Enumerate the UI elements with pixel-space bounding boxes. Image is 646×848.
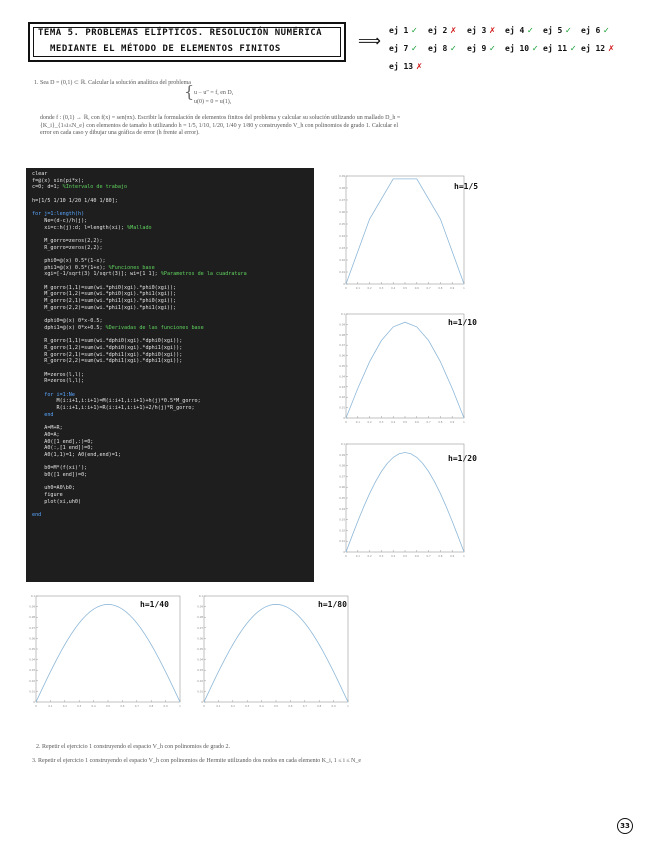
solution-plot [194, 588, 354, 714]
code-line: A0([1 end],:)=0; [32, 438, 94, 445]
checklist-label: ej 9 [467, 44, 487, 53]
x-tick-label: 0.9 [331, 705, 336, 708]
series-line [346, 179, 464, 284]
code-comment: %Intervalo de trabajo [62, 184, 128, 191]
y-tick-label: 0.05 [339, 223, 345, 226]
x-tick-label: 0.5 [402, 555, 408, 558]
code-line [32, 459, 308, 466]
code-line: plot(xi,uh0) [32, 498, 82, 505]
code-line: clear [32, 171, 48, 177]
solution-plot [26, 588, 186, 714]
x-tick-label: 0.2 [367, 555, 372, 558]
code-line: A0=A; [32, 431, 60, 438]
x-tick-label: 0.6 [414, 555, 419, 558]
x-tick-label: 0.1 [216, 705, 221, 708]
y-tick-label: 0.08 [197, 616, 203, 620]
y-tick-label: 0.07 [197, 626, 203, 630]
series-line [346, 322, 464, 418]
checklist-label: ej 4 [505, 26, 525, 35]
title-line-1: TEMA 5. PROBLEMAS ELÍPTICOS. RESOLUCIÓN NUMÉRICA [38, 28, 323, 38]
x-tick-label: 0.7 [302, 705, 307, 708]
code-comment: %Derivadas de las funciones base [105, 324, 204, 331]
code-line [32, 505, 308, 512]
y-tick-label: 0.06 [29, 637, 35, 641]
code-comment: %Funciones base [108, 264, 155, 271]
solution-plot [336, 168, 479, 296]
y-tick-label: 0.1 [340, 313, 345, 316]
checklist-item [505, 26, 534, 35]
x-tick-label: 0.7 [426, 555, 431, 558]
checklist-item [581, 44, 615, 53]
code-line: M_gorro(1,2)=sum(wi.*phi0(xgi).*phi1(xgi)); [32, 291, 177, 298]
x-tick-label: 0.9 [163, 705, 168, 708]
x-tick-label: 0.7 [134, 705, 139, 708]
x-tick-label: 1 [463, 287, 465, 290]
y-tick-label: 0.04 [339, 375, 345, 379]
code-line: f=@(x) sin(pi*x); [32, 177, 85, 184]
x-tick-label: 0.1 [355, 287, 360, 290]
code-line: A=M+R; [32, 425, 63, 432]
checklist-item [505, 44, 539, 53]
checklist-label: ej 6 [581, 26, 601, 35]
x-tick-label: 0.2 [367, 421, 372, 424]
y-tick-label: 0 [343, 283, 345, 286]
cross-icon: ✗ [486, 26, 496, 35]
code-panel [26, 168, 314, 582]
code-line: dphi1=@(x) 0*x+0.5; %Derivadas de las funciones base [32, 324, 204, 331]
x-tick-label: 0.1 [48, 705, 53, 708]
x-tick-label: 0 [345, 421, 347, 424]
checklist-item [428, 26, 457, 35]
check-icon: ✓ [408, 44, 418, 53]
y-tick-label: 0 [343, 551, 345, 554]
x-tick-label: 0.3 [379, 555, 384, 558]
x-tick-label: 0 [345, 287, 347, 290]
x-tick-label: 0.6 [120, 705, 125, 708]
y-tick-label: 0.09 [339, 175, 345, 178]
page-number: 33 [617, 818, 633, 834]
y-tick-label: 0.04 [339, 235, 345, 238]
x-tick-label: 0.9 [450, 287, 455, 290]
cross-icon: ✗ [605, 44, 615, 53]
checklist-label: ej 2 [428, 26, 448, 35]
y-tick-label: 0.02 [339, 529, 345, 533]
x-tick-label: 0.4 [259, 705, 264, 708]
solution-plot [336, 436, 477, 564]
plot-h-label: h=1/10 [448, 318, 477, 327]
y-tick-label: 0.03 [197, 669, 203, 673]
plot-h-label: h=1/5 [454, 182, 479, 191]
code-line: R=zeros(l,l); [32, 378, 85, 385]
x-tick-label: 0.4 [391, 287, 396, 290]
checklist-item [428, 44, 457, 53]
check-icon: ✓ [529, 44, 539, 53]
y-tick-label: 0.06 [339, 211, 345, 214]
y-tick-label: 0.06 [339, 354, 345, 358]
x-tick-label: 0.6 [288, 705, 293, 708]
x-tick-label: 0 [345, 555, 347, 558]
code-line: R_gorro(2,2)=sum(wi.*dphi1(xgi).*dphi1(xgi)); [32, 358, 183, 365]
x-tick-label: 0.8 [438, 287, 443, 290]
y-tick-label: 0.03 [339, 247, 345, 250]
plot-frame [36, 596, 180, 702]
series-line [346, 453, 464, 552]
code-line: for j=1:length(h) [32, 211, 85, 218]
y-tick-label: 0.01 [339, 271, 345, 274]
plot-h-label: h=1/20 [448, 454, 477, 463]
y-tick-label: 0.07 [339, 475, 345, 479]
y-tick-label: 0.05 [197, 648, 203, 651]
code-line [32, 311, 308, 318]
code-line [32, 278, 308, 285]
y-tick-label: 0.1 [340, 443, 345, 446]
code-line: b0([1 end])=0; [32, 471, 88, 478]
code-line: dphi0=@(x) 0*x-0.5; [32, 318, 103, 325]
checklist-label: ej 8 [428, 44, 448, 53]
x-tick-label: 0.5 [402, 287, 408, 290]
checklist-label: ej 10 [505, 44, 530, 53]
code-line: phi0=@(x) 0.5*(1-x); [32, 257, 106, 264]
x-tick-label: 0 [203, 705, 205, 708]
plot-h-label: h=1/80 [318, 600, 347, 609]
x-tick-label: 0.3 [379, 287, 384, 290]
checklist-item [581, 26, 610, 35]
plot-svg [336, 168, 470, 296]
code-line: M_gorro(1,1)=sum(wi.*phi0(xgi).*phi0(xgi)); [32, 284, 177, 291]
x-tick-label: 0.5 [273, 705, 279, 708]
y-tick-label: 0.07 [339, 344, 345, 348]
checklist-label: ej 7 [389, 44, 409, 53]
y-tick-label: 0.05 [339, 365, 345, 368]
y-tick-label: 0.01 [339, 406, 345, 410]
check-icon: ✓ [447, 44, 457, 53]
y-tick-label: 0.1 [198, 595, 203, 598]
x-tick-label: 0.7 [426, 287, 431, 290]
code-line: end [32, 411, 54, 418]
x-tick-label: 0.3 [379, 421, 384, 424]
cross-icon: ✗ [413, 62, 423, 71]
checklist-label: ej 5 [543, 26, 563, 35]
checklist-label: ej 11 [543, 44, 568, 53]
y-tick-label: 0.05 [29, 648, 35, 651]
x-tick-label: 0.3 [77, 705, 82, 708]
code-line: A0(1,1)=1; A0(end,end)=1; [32, 451, 121, 458]
check-icon: ✓ [600, 26, 610, 35]
code-line [32, 365, 308, 372]
x-tick-label: 0.4 [391, 421, 396, 424]
x-tick-label: 0.4 [391, 555, 396, 558]
code-line [32, 251, 308, 258]
x-tick-label: 1 [463, 555, 465, 558]
code-line: c=0; d=1; %Intervalo de trabajo [32, 184, 128, 191]
x-tick-label: 1 [347, 705, 349, 708]
x-tick-label: 0.2 [62, 705, 67, 708]
checklist-label: ej 12 [581, 44, 606, 53]
x-tick-label: 0.6 [414, 287, 419, 290]
y-tick-label: 0.03 [339, 385, 345, 389]
code-line: R_gorro=zeros(2,2); [32, 244, 103, 251]
x-tick-label: 0.1 [355, 555, 360, 558]
checklist-label: ej 13 [389, 62, 414, 71]
y-tick-label: 0.09 [29, 605, 35, 609]
title-line-2: MEDIANTE EL MÉTODO DE ELEMENTOS FINITOS [50, 44, 281, 54]
implies-arrow-icon: ⟹ [358, 31, 381, 50]
title-box [28, 22, 346, 62]
checklist-item [467, 44, 496, 53]
code-line: R_gorro(2,1)=sum(wi.*dphi1(xgi).*dphi0(xgi)); [32, 351, 183, 358]
code-line: R(i:i+1,i:i+1)=R(i:i+1,i:i+1)+2/h(j)*R_gorro; [32, 405, 195, 412]
x-tick-label: 0.5 [402, 421, 408, 424]
checklist-item [389, 62, 423, 71]
x-tick-label: 0.8 [438, 421, 443, 424]
checklist-item [467, 26, 496, 35]
x-tick-label: 0.7 [426, 421, 431, 424]
code-comment: %Mallado [127, 224, 152, 231]
check-icon: ✓ [408, 26, 418, 35]
y-tick-label: 0.04 [197, 658, 203, 662]
problem-2: 2. Repetir el ejercicio 1 construyendo el espacio V_h con polinomios de grado 2. [36, 744, 231, 750]
y-tick-label: 0 [33, 701, 35, 704]
code-line [32, 418, 308, 425]
plot-frame [346, 176, 464, 284]
equation-1: u − u″ = f, en D, [194, 90, 234, 96]
x-tick-label: 1 [463, 421, 465, 424]
y-tick-label: 0.01 [339, 540, 345, 544]
y-tick-label: 0.1 [30, 595, 35, 598]
code-line: M_gorro(2,1)=sum(wi.*phi1(xgi).*phi0(xgi)); [32, 298, 177, 305]
code-line: uh0=A0\b0; [32, 485, 75, 492]
y-tick-label: 0.04 [29, 658, 35, 662]
x-tick-label: 0.4 [91, 705, 96, 708]
plot-frame [204, 596, 348, 702]
y-tick-label: 0.08 [339, 464, 345, 468]
code-line: b0=M*(f(xi)'); [32, 465, 88, 472]
y-tick-label: 0.07 [29, 626, 35, 630]
problem-1-body: donde f : (0,1) → ℝ, con f(x) = sen(πx). Escribir la formulación de elementos finitos del problema y calcular su solución utilizando un mallado D_h = {K_i}_{1≤i≤N_e} con elementos de tamaño h utilizando h = 1/5, 1/10, 1/20, 1/40 y 1/80 y construyendo V_h con polinomios de grado 1. Calcular el error en cada caso y dibujar una gráfica de error (h frente al error). [40, 115, 401, 136]
y-tick-label: 0.02 [339, 396, 345, 400]
y-tick-label: 0.07 [339, 199, 345, 202]
code-line: M_gorro(2,2)=sum(wi.*phi1(xgi).*phi1(xgi)); [32, 304, 177, 311]
x-tick-label: 0.9 [450, 421, 455, 424]
x-tick-label: 1 [179, 705, 181, 708]
plot-frame [346, 314, 464, 418]
y-tick-label: 0.02 [197, 679, 203, 683]
x-tick-label: 0.8 [317, 705, 322, 708]
code-line: xi=c:h(j):d; l=length(xi); %Mallado [32, 224, 152, 231]
code-comment: %Parametros de la cuadratura [160, 271, 247, 278]
code-line: M(i:i+1,i:i+1)=M(i:i+1,i:i+1)+h(j)*0.5*M_gorro; [32, 398, 201, 405]
y-tick-label: 0.04 [339, 507, 345, 511]
y-tick-label: 0 [201, 701, 203, 704]
x-tick-label: 0.6 [414, 421, 419, 424]
code-line: Ne=(d-c)/h(j); [32, 217, 88, 224]
code-line: h=[1/5 1/10 1/20 1/40 1/80]; [32, 197, 118, 204]
y-tick-label: 0.06 [339, 486, 345, 490]
series-line [36, 604, 180, 702]
code-line: for i=1:Ne [32, 391, 75, 398]
y-tick-label: 0.02 [339, 259, 345, 262]
problem-1-intro: 1. Sea D = (0,1) ⊂ ℝ. Calcular la solución analítica del problema [34, 80, 191, 86]
plot-frame [346, 444, 464, 552]
y-tick-label: 0.01 [29, 690, 35, 694]
code-line: xgi=[-1/sqrt(3) 1/sqrt(3)]; wi=[1 1]; %Parametros de la cuadratura [32, 271, 247, 278]
y-tick-label: 0.03 [29, 669, 35, 673]
checklist-item [543, 26, 572, 35]
check-icon: ✓ [567, 44, 577, 53]
x-tick-label: 0.3 [245, 705, 250, 708]
code-line [32, 204, 308, 211]
y-tick-label: 0.08 [29, 616, 35, 620]
checklist-item [543, 44, 577, 53]
checklist-label: ej 1 [389, 26, 409, 35]
x-tick-label: 0.8 [438, 555, 443, 558]
y-tick-label: 0.01 [197, 690, 203, 694]
y-tick-label: 0.08 [339, 187, 345, 190]
code-line [32, 191, 308, 198]
check-icon: ✓ [524, 26, 534, 35]
check-icon: ✓ [562, 26, 572, 35]
y-tick-label: 0.09 [197, 605, 203, 609]
solution-plot [336, 306, 477, 430]
code-line [32, 479, 308, 486]
y-tick-label: 0.09 [339, 453, 345, 457]
equation-2: u(0) = 0 = u(1), [194, 99, 232, 105]
y-tick-label: 0.08 [339, 333, 345, 337]
x-tick-label: 0.8 [149, 705, 154, 708]
code-line: phi1=@(x) 0.5*(1+x); %Funciones base [32, 264, 155, 271]
x-tick-label: 0.2 [367, 287, 372, 290]
check-icon: ✓ [486, 44, 496, 53]
code-line: M_gorro=zeros(2,2); [32, 237, 103, 244]
checklist-item [389, 26, 418, 35]
x-tick-label: 0 [35, 705, 37, 708]
code-line: A0(:,[1 end])=0; [32, 445, 94, 452]
code-line: R_gorro(1,1)=sum(wi.*dphi0(xgi).*dphi0(xgi)); [32, 338, 183, 345]
y-tick-label: 0.05 [339, 497, 345, 500]
y-tick-label: 0.09 [339, 323, 345, 327]
cross-icon: ✗ [447, 26, 457, 35]
code-line: R_gorro(1,2)=sum(wi.*dphi0(xgi).*dphi1(xgi)); [32, 344, 183, 351]
problem-3: 3. Repetir el ejercicio 1 construyendo el espacio V_h con polinomios de Hermite utilizando dos nodos en cada elemento K_i, 1 ≤ i ≤ N_e [32, 758, 362, 764]
y-tick-label: 0.02 [29, 679, 35, 683]
code-line: figure [32, 492, 63, 498]
code-line: end [32, 512, 42, 519]
checklist-item [389, 44, 418, 53]
y-tick-label: 0 [343, 417, 345, 420]
y-tick-label: 0.06 [197, 637, 203, 641]
x-tick-label: 0.1 [355, 421, 360, 424]
plot-h-label: h=1/40 [140, 600, 169, 609]
checklist-label: ej 3 [467, 26, 487, 35]
code-line [32, 385, 308, 392]
x-tick-label: 0.2 [230, 705, 235, 708]
series-line [204, 604, 348, 702]
code-line: M=zeros(l,l); [32, 371, 85, 378]
x-tick-label: 0.5 [105, 705, 111, 708]
x-tick-label: 0.9 [450, 555, 455, 558]
y-tick-label: 0.03 [339, 518, 345, 522]
code-line [32, 231, 308, 238]
code-line [32, 332, 308, 339]
